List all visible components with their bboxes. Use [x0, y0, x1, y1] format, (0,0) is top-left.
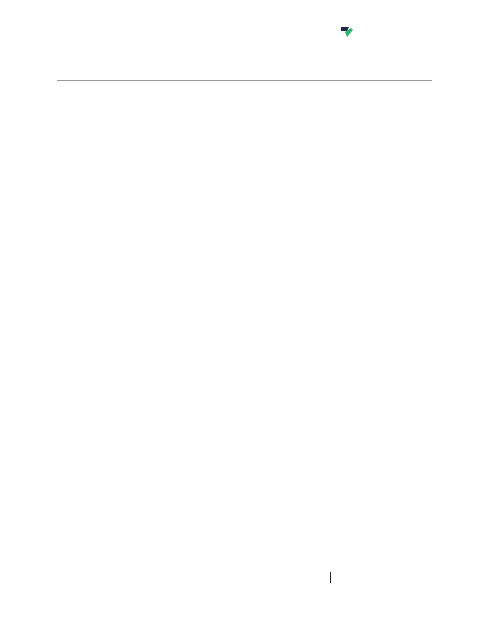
page-footer — [327, 572, 334, 583]
footer-separator — [330, 572, 331, 583]
